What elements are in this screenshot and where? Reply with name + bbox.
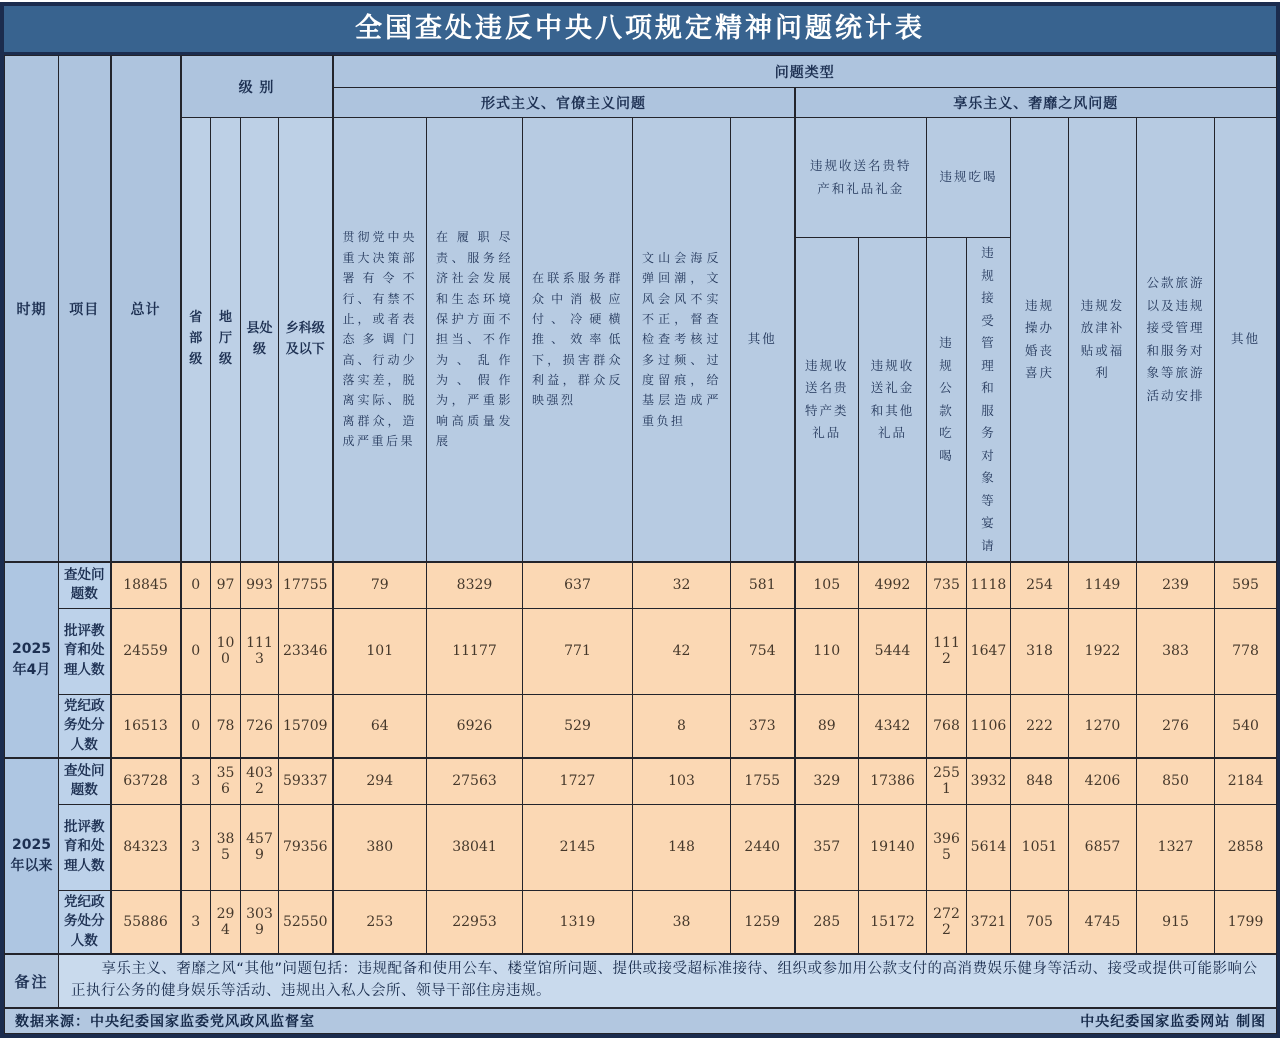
group-header-formalism: 形式主义、官僚主义问题 [333, 88, 795, 118]
row-label: 查处问题数 [59, 562, 111, 608]
data-cell: 735 [927, 562, 967, 608]
col-header-total: 总计 [111, 56, 181, 563]
data-cell: 101 [333, 608, 427, 694]
data-cell: 15172 [859, 890, 927, 954]
data-cell: 2184 [1215, 758, 1277, 804]
data-cell: 100 [211, 608, 241, 694]
data-cell: 993 [241, 562, 279, 608]
data-cell: 581 [731, 562, 795, 608]
col-header-level-township: 乡科级及以下 [279, 118, 333, 563]
row-label: 党纪政务处分人数 [59, 694, 111, 758]
data-cell: 79356 [279, 804, 333, 890]
data-cell: 32 [633, 562, 731, 608]
data-cell: 11177 [427, 608, 523, 694]
data-cell: 848 [1011, 758, 1069, 804]
data-cell: 8 [633, 694, 731, 758]
row-label: 党纪政务处分人数 [59, 890, 111, 954]
data-cell: 2440 [731, 804, 795, 890]
data-cell: 89 [795, 694, 859, 758]
data-cell: 17386 [859, 758, 927, 804]
data-cell: 385 [211, 804, 241, 890]
data-cell: 84323 [111, 804, 181, 890]
data-cell: 1113 [241, 608, 279, 694]
col-header-gifts-money: 违规收送礼金和其他礼品 [859, 238, 927, 563]
data-cell: 4992 [859, 562, 927, 608]
col-header-formalism-duty: 在履职尽责、服务经济社会发展和生态环境保护方面不担当、不作为、乱作为、假作为，严重影响高质量发展 [427, 118, 523, 563]
period-cell-april: 2025年4月 [5, 562, 59, 758]
group-header-level: 级 别 [181, 56, 333, 118]
data-cell: 3 [181, 890, 211, 954]
data-cell: 3 [181, 804, 211, 890]
data-cell: 0 [181, 694, 211, 758]
data-cell: 1106 [967, 694, 1011, 758]
row-label: 批评教育和处理人数 [59, 608, 111, 694]
col-header-formalism-meetings: 文山会海反弹回潮，文风会风不实不正，督查检查考核过多过频、过度留痕，给基层造成严重负担 [633, 118, 731, 563]
group-header-hedonism: 享乐主义、奢靡之风问题 [795, 88, 1277, 118]
data-cell: 4579 [241, 804, 279, 890]
data-cell: 79 [333, 562, 427, 608]
data-cell: 1647 [967, 608, 1011, 694]
col-header-allowance: 违规发放津补贴或福利 [1069, 118, 1137, 563]
period-cell-ytd: 2025年以来 [5, 758, 59, 954]
data-cell: 294 [211, 890, 241, 954]
data-cell: 1259 [731, 890, 795, 954]
bottom-bar [5, 1008, 1277, 1034]
data-cell: 540 [1215, 694, 1277, 758]
data-cell: 380 [333, 804, 427, 890]
data-cell: 1755 [731, 758, 795, 804]
col-header-level-province: 省部级 [181, 118, 211, 563]
col-header-gifts-specialty: 违规收送名贵特产类礼品 [795, 238, 859, 563]
data-cell: 726 [241, 694, 279, 758]
note-label: 备注 [5, 954, 59, 1008]
data-cell: 3 [181, 758, 211, 804]
data-cell: 38 [633, 890, 731, 954]
data-cell: 59337 [279, 758, 333, 804]
data-cell: 0 [181, 608, 211, 694]
data-cell: 1149 [1069, 562, 1137, 608]
row-label: 批评教育和处理人数 [59, 804, 111, 890]
data-cell: 27563 [427, 758, 523, 804]
data-cell: 4342 [859, 694, 927, 758]
data-cell: 778 [1215, 608, 1277, 694]
data-cell: 6857 [1069, 804, 1137, 890]
data-cell: 97 [211, 562, 241, 608]
data-cell: 2551 [927, 758, 967, 804]
row-label: 查处问题数 [59, 758, 111, 804]
col-header-wedding: 违规操办婚丧喜庆 [1011, 118, 1069, 563]
data-cell: 18845 [111, 562, 181, 608]
note-text: 享乐主义、奢靡之风“其他”问题包括：违规配备和使用公车、楼堂馆所问题、提供或接受超标准接待、组织或参加用公款支付的高消费娱乐健身等活动、接受或提供可能影响公正执行公务的健身娱乐等活动、违规出入私人会所、领导干部住房违规。 [59, 954, 1277, 1008]
data-cell: 294 [333, 758, 427, 804]
page-title: 全国查处违反中央八项规定精神问题统计表 [4, 6, 1276, 55]
data-cell: 15709 [279, 694, 333, 758]
data-cell: 285 [795, 890, 859, 954]
data-cell: 6926 [427, 694, 523, 758]
col-header-formalism-masses: 在联系服务群众中消极应付、冷硬横推、效率低下，损害群众利益，群众反映强烈 [523, 118, 633, 563]
credit-text: 中央纪委国家监委网站 制图 [1080, 1013, 1267, 1030]
data-cell: 64 [333, 694, 427, 758]
col-header-hedonism-other: 其他 [1215, 118, 1277, 563]
data-cell: 23346 [279, 608, 333, 694]
data-cell: 357 [795, 804, 859, 890]
col-header-item: 项目 [59, 56, 111, 563]
data-cell: 19140 [859, 804, 927, 890]
data-cell: 4745 [1069, 890, 1137, 954]
data-cell: 1922 [1069, 608, 1137, 694]
data-cell: 254 [1011, 562, 1069, 608]
data-cell: 110 [795, 608, 859, 694]
data-cell: 705 [1011, 890, 1069, 954]
col-header-meals-public-funds: 违规公款吃喝 [927, 238, 967, 563]
data-cell: 8329 [427, 562, 523, 608]
data-cell: 148 [633, 804, 731, 890]
data-cell: 17755 [279, 562, 333, 608]
data-cell: 595 [1215, 562, 1277, 608]
data-cell: 5444 [859, 608, 927, 694]
data-cell: 2722 [927, 890, 967, 954]
col-header-formalism-other: 其他 [731, 118, 795, 563]
data-cell: 637 [523, 562, 633, 608]
data-cell: 16513 [111, 694, 181, 758]
data-cell: 1270 [1069, 694, 1137, 758]
data-cell: 3965 [927, 804, 967, 890]
data-cell: 3932 [967, 758, 1011, 804]
data-cell: 754 [731, 608, 795, 694]
data-cell: 1727 [523, 758, 633, 804]
data-cell: 1051 [1011, 804, 1069, 890]
data-cell: 55886 [111, 890, 181, 954]
col-header-formalism-policy: 贯彻党中央重大决策部署有令不行、有禁不止，或者表态多调门高、行动少落实差，脱离实际、脱离群众，造成严重后果 [333, 118, 427, 563]
data-cell: 1112 [927, 608, 967, 694]
data-cell: 1799 [1215, 890, 1277, 954]
data-cell: 103 [633, 758, 731, 804]
statistics-table-frame [0, 2, 1280, 1038]
data-cell: 239 [1137, 562, 1215, 608]
data-cell: 276 [1137, 694, 1215, 758]
statistics-table [4, 55, 1277, 1034]
data-cell: 529 [523, 694, 633, 758]
data-cell: 850 [1137, 758, 1215, 804]
data-cell: 42 [633, 608, 731, 694]
data-cell: 3039 [241, 890, 279, 954]
data-source-text: 数据来源：中央纪委国家监委党风政风监督室 [15, 1013, 315, 1030]
data-cell: 105 [795, 562, 859, 608]
col-header-level-county: 县处级 [241, 118, 279, 563]
data-cell: 383 [1137, 608, 1215, 694]
data-cell: 5614 [967, 804, 1011, 890]
data-cell: 222 [1011, 694, 1069, 758]
col-header-period: 时期 [5, 56, 59, 563]
data-cell: 78 [211, 694, 241, 758]
data-cell: 318 [1011, 608, 1069, 694]
data-cell: 4206 [1069, 758, 1137, 804]
data-cell: 1327 [1137, 804, 1215, 890]
data-cell: 1118 [967, 562, 1011, 608]
data-cell: 4032 [241, 758, 279, 804]
data-cell: 768 [927, 694, 967, 758]
data-cell: 329 [795, 758, 859, 804]
data-cell: 915 [1137, 890, 1215, 954]
data-cell: 2858 [1215, 804, 1277, 890]
data-cell: 52550 [279, 890, 333, 954]
data-cell: 771 [523, 608, 633, 694]
col-header-meals-banquet: 违规接受管理和服务对象等宴请 [967, 238, 1011, 563]
data-cell: 1319 [523, 890, 633, 954]
data-cell: 38041 [427, 804, 523, 890]
data-cell: 0 [181, 562, 211, 608]
data-cell: 63728 [111, 758, 181, 804]
data-cell: 373 [731, 694, 795, 758]
col-header-travel: 公款旅游以及违规接受管理和服务对象等旅游活动安排 [1137, 118, 1215, 563]
group-header-gifts: 违规收送名贵特产和礼品礼金 [795, 118, 927, 238]
group-header-meals: 违规吃喝 [927, 118, 1011, 238]
data-cell: 3721 [967, 890, 1011, 954]
data-cell: 22953 [427, 890, 523, 954]
data-cell: 253 [333, 890, 427, 954]
col-header-level-prefecture: 地厅级 [211, 118, 241, 563]
group-header-problem-type: 问题类型 [333, 56, 1277, 88]
data-cell: 24559 [111, 608, 181, 694]
data-cell: 2145 [523, 804, 633, 890]
data-cell: 356 [211, 758, 241, 804]
